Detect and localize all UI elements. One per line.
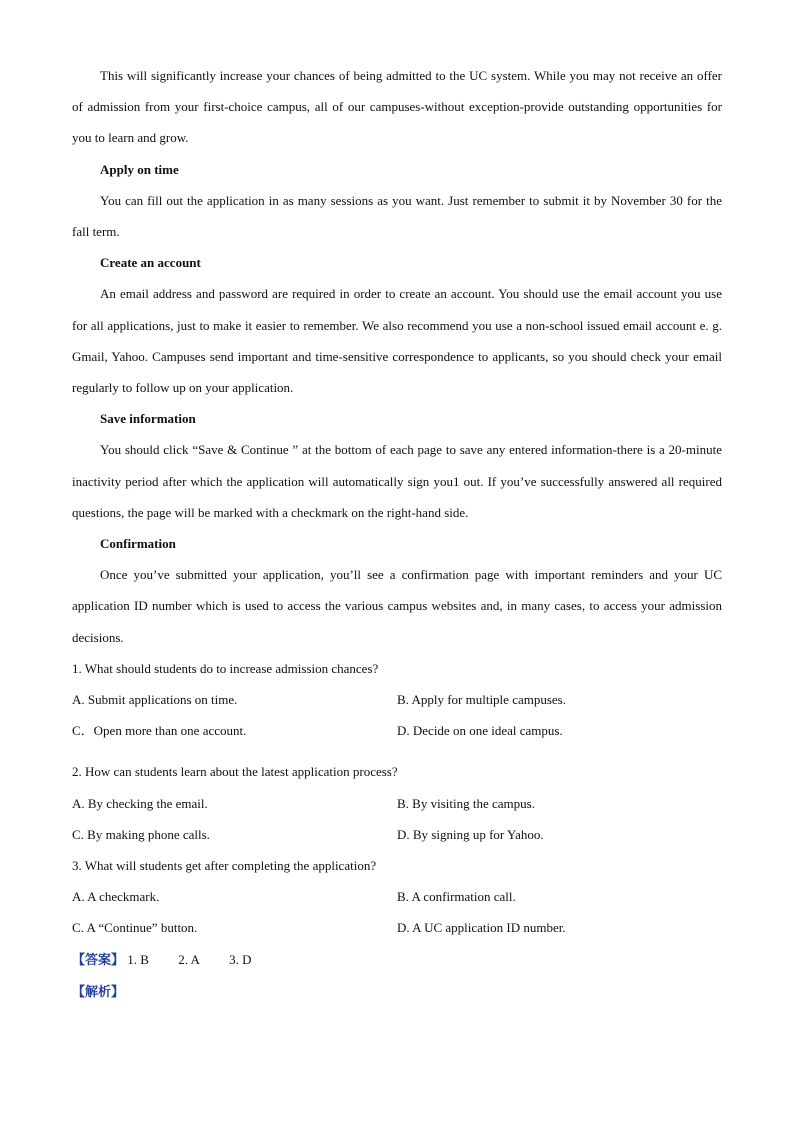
question-1-option-d: D. Decide on one ideal campus.	[397, 723, 563, 739]
answer-label: 【答案】	[72, 952, 125, 968]
question-3-stem: 3. What will students get after completing the application?	[72, 858, 377, 874]
section-heading-apply-on-time: Apply on time	[100, 161, 179, 177]
question-3-option-a: A. A checkmark.	[72, 889, 160, 905]
question-1-option-a: A. Submit applications on time.	[72, 692, 238, 708]
question-2-option-c: C. By making phone calls.	[72, 826, 210, 842]
question-3-option-b: B. A confirmation call.	[397, 889, 516, 905]
section-body-confirmation: Once you’ve submitted your application, you’ll see a confirmation page with important reminders and your UC application ID number which is used to access the various campus websites and, in many cases, to access your admission decisions.	[72, 567, 722, 645]
question-1-option-c: C．Open more than one account.	[72, 723, 247, 739]
answer-line	[72, 944, 722, 976]
section-heading-save-information: Save information	[100, 411, 196, 427]
section-body-save-information: You should click “Save & Continue ” at the bottom of each page to save any entered information-there is a 20-minute inactivity period after which the application will automatically sign you1 out. If you’ve successfully answered all required questions, the page will be marked with a checkmark on the right-hand side.	[72, 442, 722, 520]
answer-item-3: 3. D	[229, 951, 252, 967]
analysis-label: 【解析】	[72, 984, 125, 1000]
section-body-create-account: An email address and password are required in order to create an account. You should use the email account you use for all applications, just to make it easier to remember. We also recommend you use a non-school issued email account e. g. Gmail, Yahoo. Campuses send important and time-sensitive correspondence to applicants, so you should check your email regularly to follow up on your application.	[72, 286, 722, 396]
answer-item-1: 1. B	[127, 951, 149, 967]
section-heading-create-account: Create an account	[100, 255, 201, 271]
question-2-stem: 2. How can students learn about the latest application process?	[72, 764, 398, 780]
passage-intro: This will significantly increase your chances of being admitted to the UC system. While you may not receive an offer of admission from your first-choice campus, all of our campuses-without exception-provide outstanding opportunities for you to learn and grow.	[72, 68, 722, 146]
analysis-line	[72, 976, 722, 1008]
question-2-options	[72, 788, 722, 850]
question-3-options	[72, 881, 722, 943]
document-page	[72, 60, 722, 1008]
section-body-apply-on-time: You can fill out the application in as many sessions as you want. Just remember to submit it by November 30 for the fall term.	[72, 192, 722, 240]
question-2-option-d: D. By signing up for Yahoo.	[397, 826, 544, 842]
question-2-option-a: A. By checking the email.	[72, 795, 208, 811]
question-2-option-b: B. By visiting the campus.	[397, 795, 535, 811]
question-3-option-c: C. A “Continue” button.	[72, 920, 198, 936]
answer-item-2: 2. A	[178, 951, 200, 967]
question-1-stem: 1. What should students do to increase admission chances?	[72, 660, 379, 676]
question-1-option-b: B. Apply for multiple campuses.	[397, 692, 566, 708]
question-1-options	[72, 684, 722, 746]
question-3-option-d: D. A UC application ID number.	[397, 920, 566, 936]
section-heading-confirmation: Confirmation	[100, 536, 176, 552]
